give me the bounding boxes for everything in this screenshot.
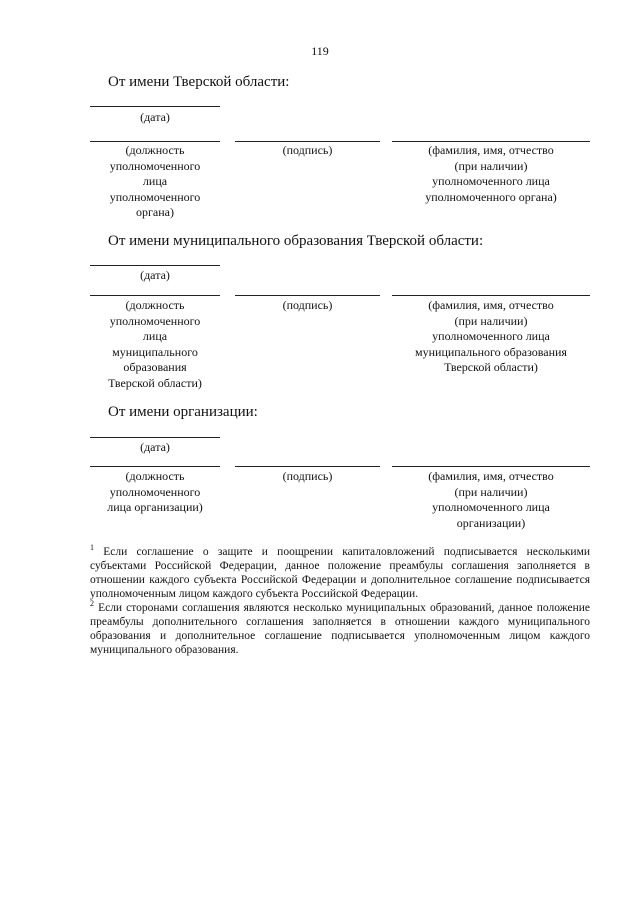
position-line	[90, 466, 220, 467]
name-caption: (фамилия, имя, отчество (при наличии) уполномоченного лица уполномоченного органа)	[425, 143, 557, 204]
position-line	[90, 141, 220, 142]
section-heading: От имени организации:	[108, 404, 258, 420]
signature-line	[235, 466, 380, 467]
signature-caption: (подпись)	[282, 469, 333, 483]
date-line	[90, 265, 220, 266]
position-line	[90, 295, 220, 296]
page-number: 119	[311, 44, 329, 58]
footnote-1	[90, 545, 590, 601]
name-line	[392, 141, 590, 142]
section-heading: От имени Тверской области:	[108, 74, 290, 90]
footnotes	[90, 545, 590, 657]
footnote-marker: 1	[90, 543, 94, 553]
position-caption: (должность уполномоченного лица муниципального образования Тверской области)	[108, 298, 202, 390]
section-heading: От имени муниципального образования Тверской области:	[108, 233, 484, 249]
position-caption: (должность уполномоченного лица организации)	[107, 469, 203, 514]
signature-caption: (подпись)	[282, 143, 333, 157]
footnote-text: Если соглашение о защите и поощрении капиталовложений подписывается несколькими субъектами Российской Федерации, данное положение преамбулы соглашения заполняется в отношении каждого субъекта Российской Федерации и дополнительное соглашение подписывается уполномоченным лицом каждого субъекта Российской Федерации.	[90, 546, 591, 600]
date-line	[90, 106, 220, 107]
date-caption: (дата)	[140, 110, 170, 124]
name-line	[392, 466, 590, 467]
position-caption: (должность уполномоченного лица уполномоченного органа)	[109, 143, 201, 219]
signature-line	[235, 141, 380, 142]
date-caption: (дата)	[140, 440, 170, 454]
signature-caption: (подпись)	[282, 298, 333, 312]
footnote-2	[90, 601, 590, 657]
name-caption: (фамилия, имя, отчество (при наличии) уполномоченного лица муниципального образования Тверской области)	[415, 298, 567, 374]
signature-line	[235, 295, 380, 296]
name-line	[392, 295, 590, 296]
date-caption: (дата)	[140, 268, 170, 282]
footnote-marker: 2	[90, 599, 94, 609]
date-line	[90, 437, 220, 438]
footnote-text: Если сторонами соглашения являются несколько муниципальных образований, данное положение преамбулы дополнительного соглашения заполняется в отношении каждого муниципального образования и дополнительное соглашение подписывается уполномоченным лицом каждого муниципального образования.	[90, 602, 590, 656]
name-caption: (фамилия, имя, отчество (при наличии) уполномоченного лица организации)	[428, 469, 554, 530]
